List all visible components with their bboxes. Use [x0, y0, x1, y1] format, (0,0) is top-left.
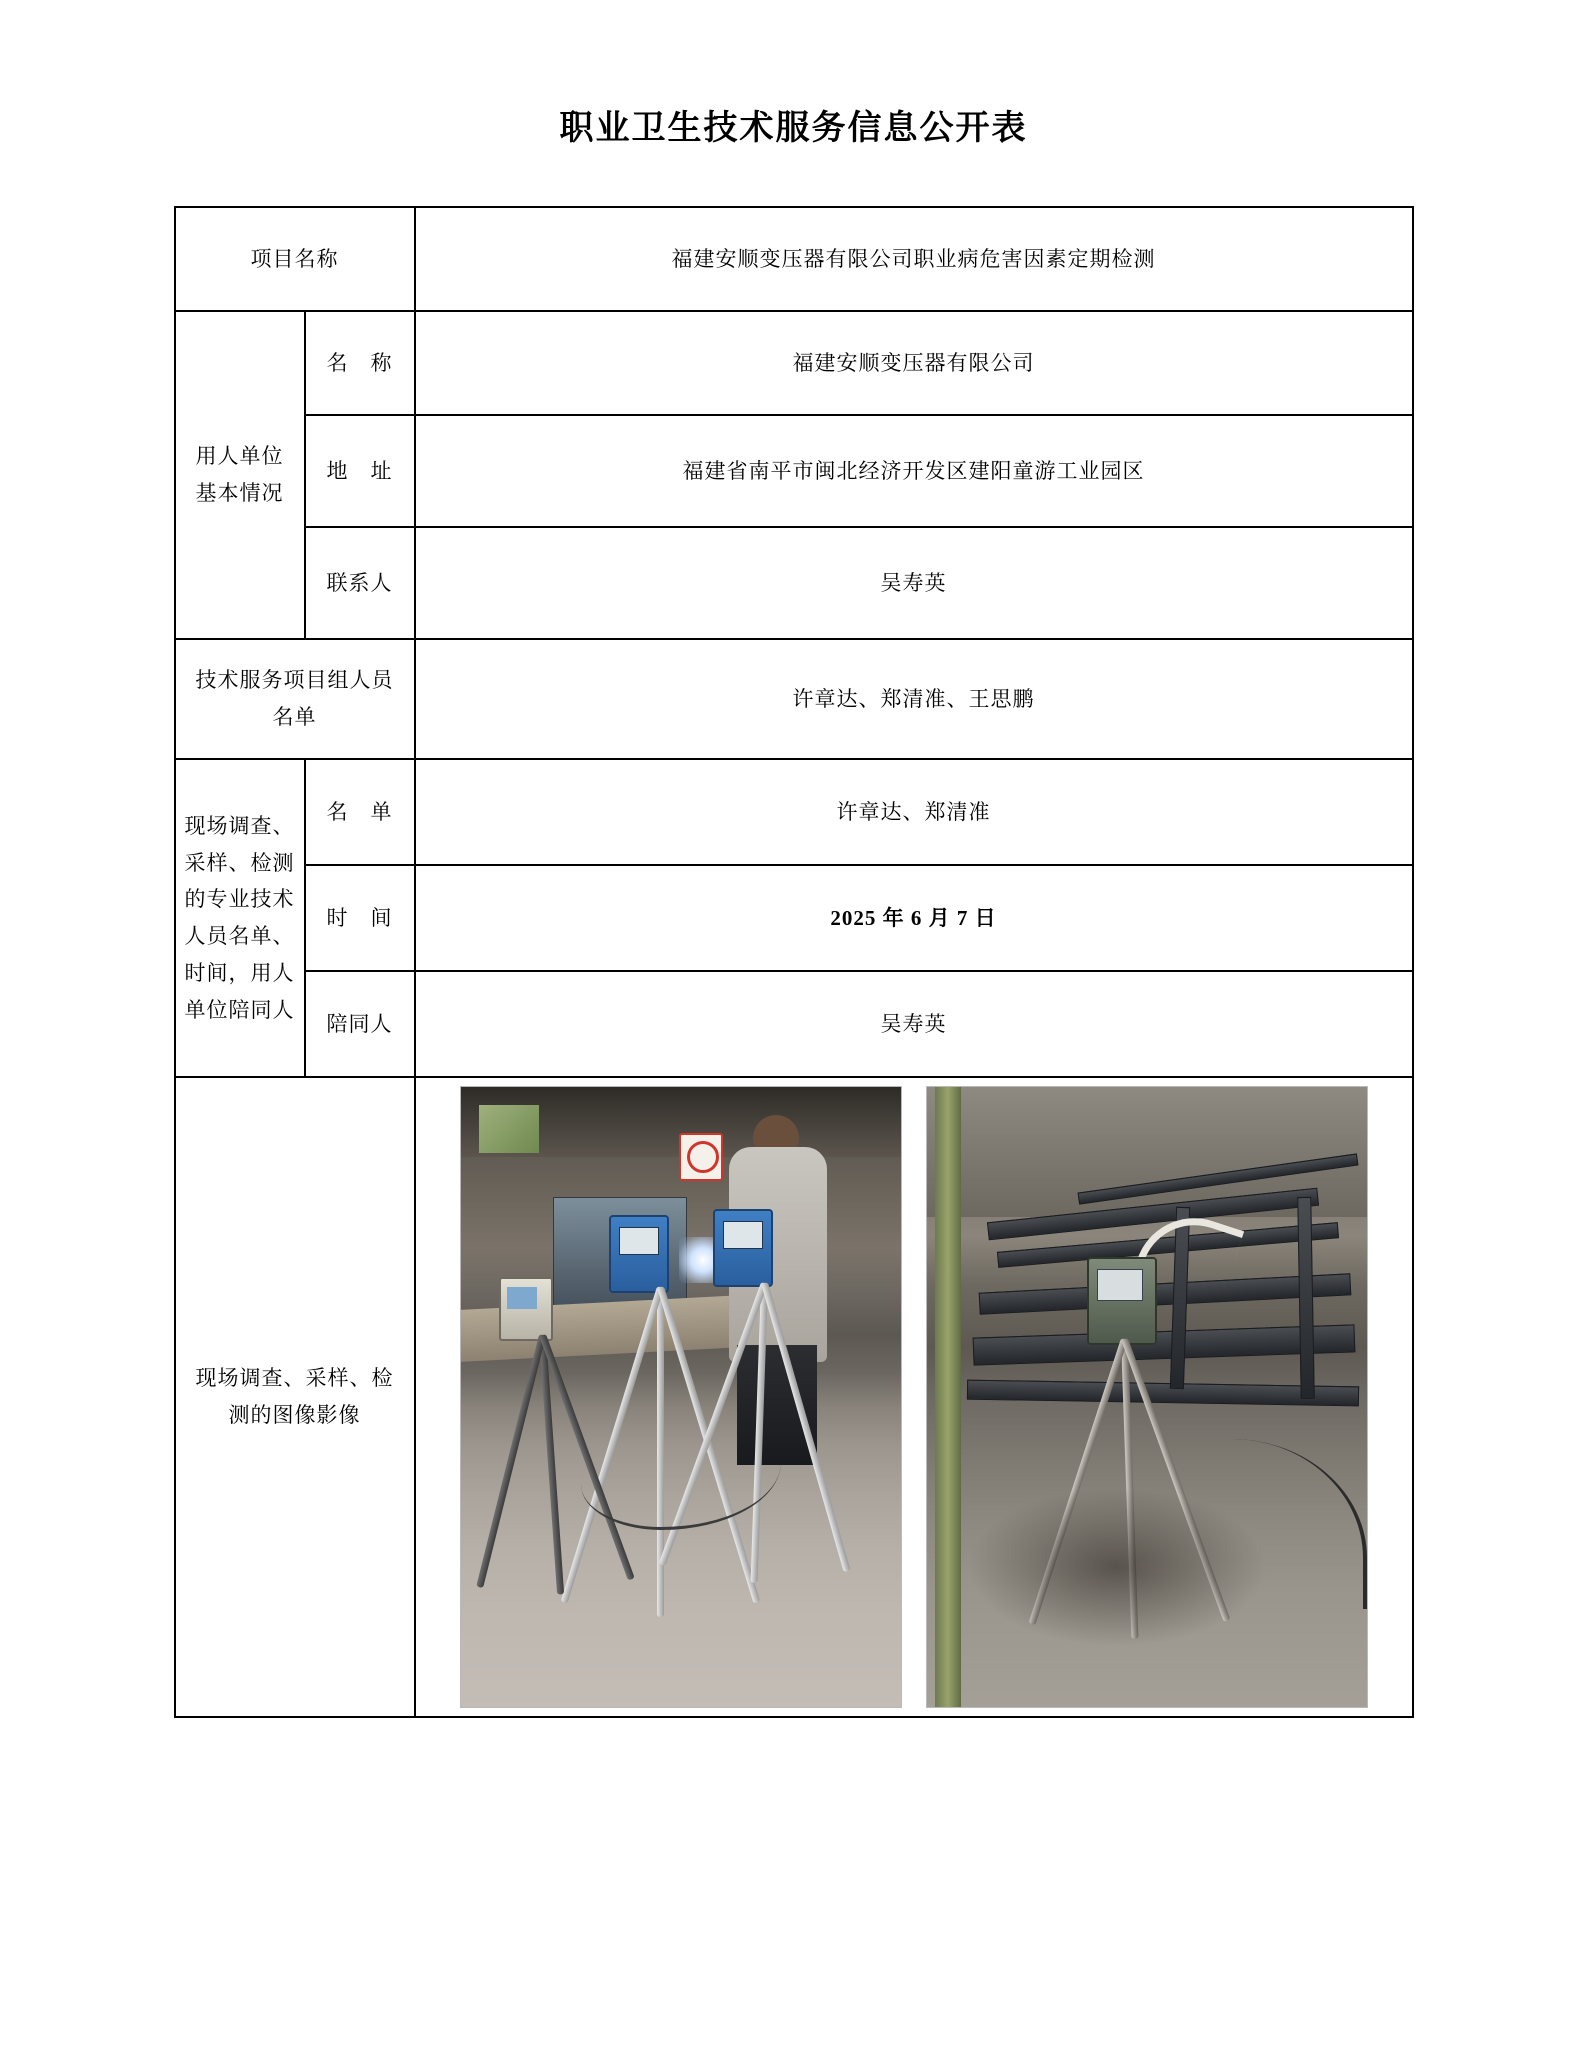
value-employer-contact: 吴寿英	[415, 527, 1413, 639]
label-employer-address: 地 址	[305, 415, 415, 527]
value-team-members: 许章达、郑清准、王思鹏	[415, 639, 1413, 759]
value-employer-address: 福建省南平市闽北经济开发区建阳童游工业园区	[415, 415, 1413, 527]
label-onsite-block	[175, 759, 305, 1077]
table-row-team-members	[175, 639, 1413, 759]
value-onsite-names: 许章达、郑清准	[415, 759, 1413, 865]
onsite-photo-gallery	[422, 1086, 1406, 1708]
label-onsite-media	[175, 1077, 415, 1717]
label-onsite-media-line1: 现场调查、采样、检	[195, 1366, 394, 1391]
value-onsite-time: 2025 年 6 月 7 日	[415, 865, 1413, 971]
page-title: 职业卫生技术服务信息公开表	[559, 110, 1028, 147]
table-row-employer-name	[175, 311, 1413, 415]
photo1-window	[479, 1105, 539, 1153]
value-project-name: 福建安顺变压器有限公司职业病危害因素定期检测	[415, 207, 1413, 311]
onsite-media-cell	[415, 1077, 1413, 1717]
table-row-project-name	[175, 207, 1413, 311]
label-onsite-time: 时 间	[305, 865, 415, 971]
label-onsite-escort: 陪同人	[305, 971, 415, 1077]
info-disclosure-table	[174, 206, 1414, 1718]
label-onsite-line-3: 的专业技术	[184, 887, 295, 912]
label-employer-name: 名 称	[305, 311, 415, 415]
table-row-onsite-escort	[175, 971, 1413, 1077]
photo1-sampler-right	[713, 1209, 773, 1287]
table-row-onsite-time	[175, 865, 1413, 971]
value-onsite-escort: 吴寿英	[415, 971, 1413, 1077]
label-onsite-line-1: 现场调查、	[184, 813, 295, 838]
label-onsite-line-2: 采样、检测	[184, 850, 295, 875]
photo2-sampler	[1087, 1257, 1157, 1345]
photo2-floor-cable	[1173, 1439, 1367, 1609]
label-onsite-line-6: 单位陪同人	[184, 997, 295, 1022]
onsite-photo-frame-workshop	[926, 1086, 1368, 1708]
label-project-name: 项目名称	[175, 207, 415, 311]
table-row-employer-contact	[175, 527, 1413, 639]
photo2-steel-bar-4	[972, 1324, 1355, 1365]
document-page	[0, 100, 1587, 2052]
photo2-steel-post-2	[1297, 1197, 1315, 1399]
label-employer-basic-info-line1: 用人单位	[195, 444, 284, 469]
label-team-members	[175, 639, 415, 759]
label-onsite-line-5: 时间，用人	[184, 960, 295, 985]
onsite-photo-welding	[460, 1086, 902, 1708]
photo2-green-beam	[935, 1087, 961, 1707]
label-employer-contact: 联系人	[305, 527, 415, 639]
label-employer-basic-info-line2: 基本情况	[195, 481, 284, 505]
label-employer-basic-info	[175, 311, 305, 639]
value-employer-name: 福建安顺变压器有限公司	[415, 311, 1413, 415]
label-onsite-line-4: 人员名单、	[184, 924, 295, 948]
photo1-sampler-left	[499, 1277, 553, 1341]
photo1-warning-sign	[679, 1133, 723, 1181]
label-onsite-media-line2: 测的图像影像	[228, 1403, 361, 1427]
table-row-onsite-media	[175, 1077, 1413, 1717]
table-row-onsite-names	[175, 759, 1413, 865]
photo1-floor-cable	[581, 1417, 781, 1530]
photo1-sampler-center	[609, 1215, 669, 1293]
label-team-members-line2: 名单	[272, 705, 317, 729]
table-row-employer-address	[175, 415, 1413, 527]
label-onsite-names: 名 单	[305, 759, 415, 865]
label-team-members-line1: 技术服务项目组人员	[195, 668, 394, 693]
